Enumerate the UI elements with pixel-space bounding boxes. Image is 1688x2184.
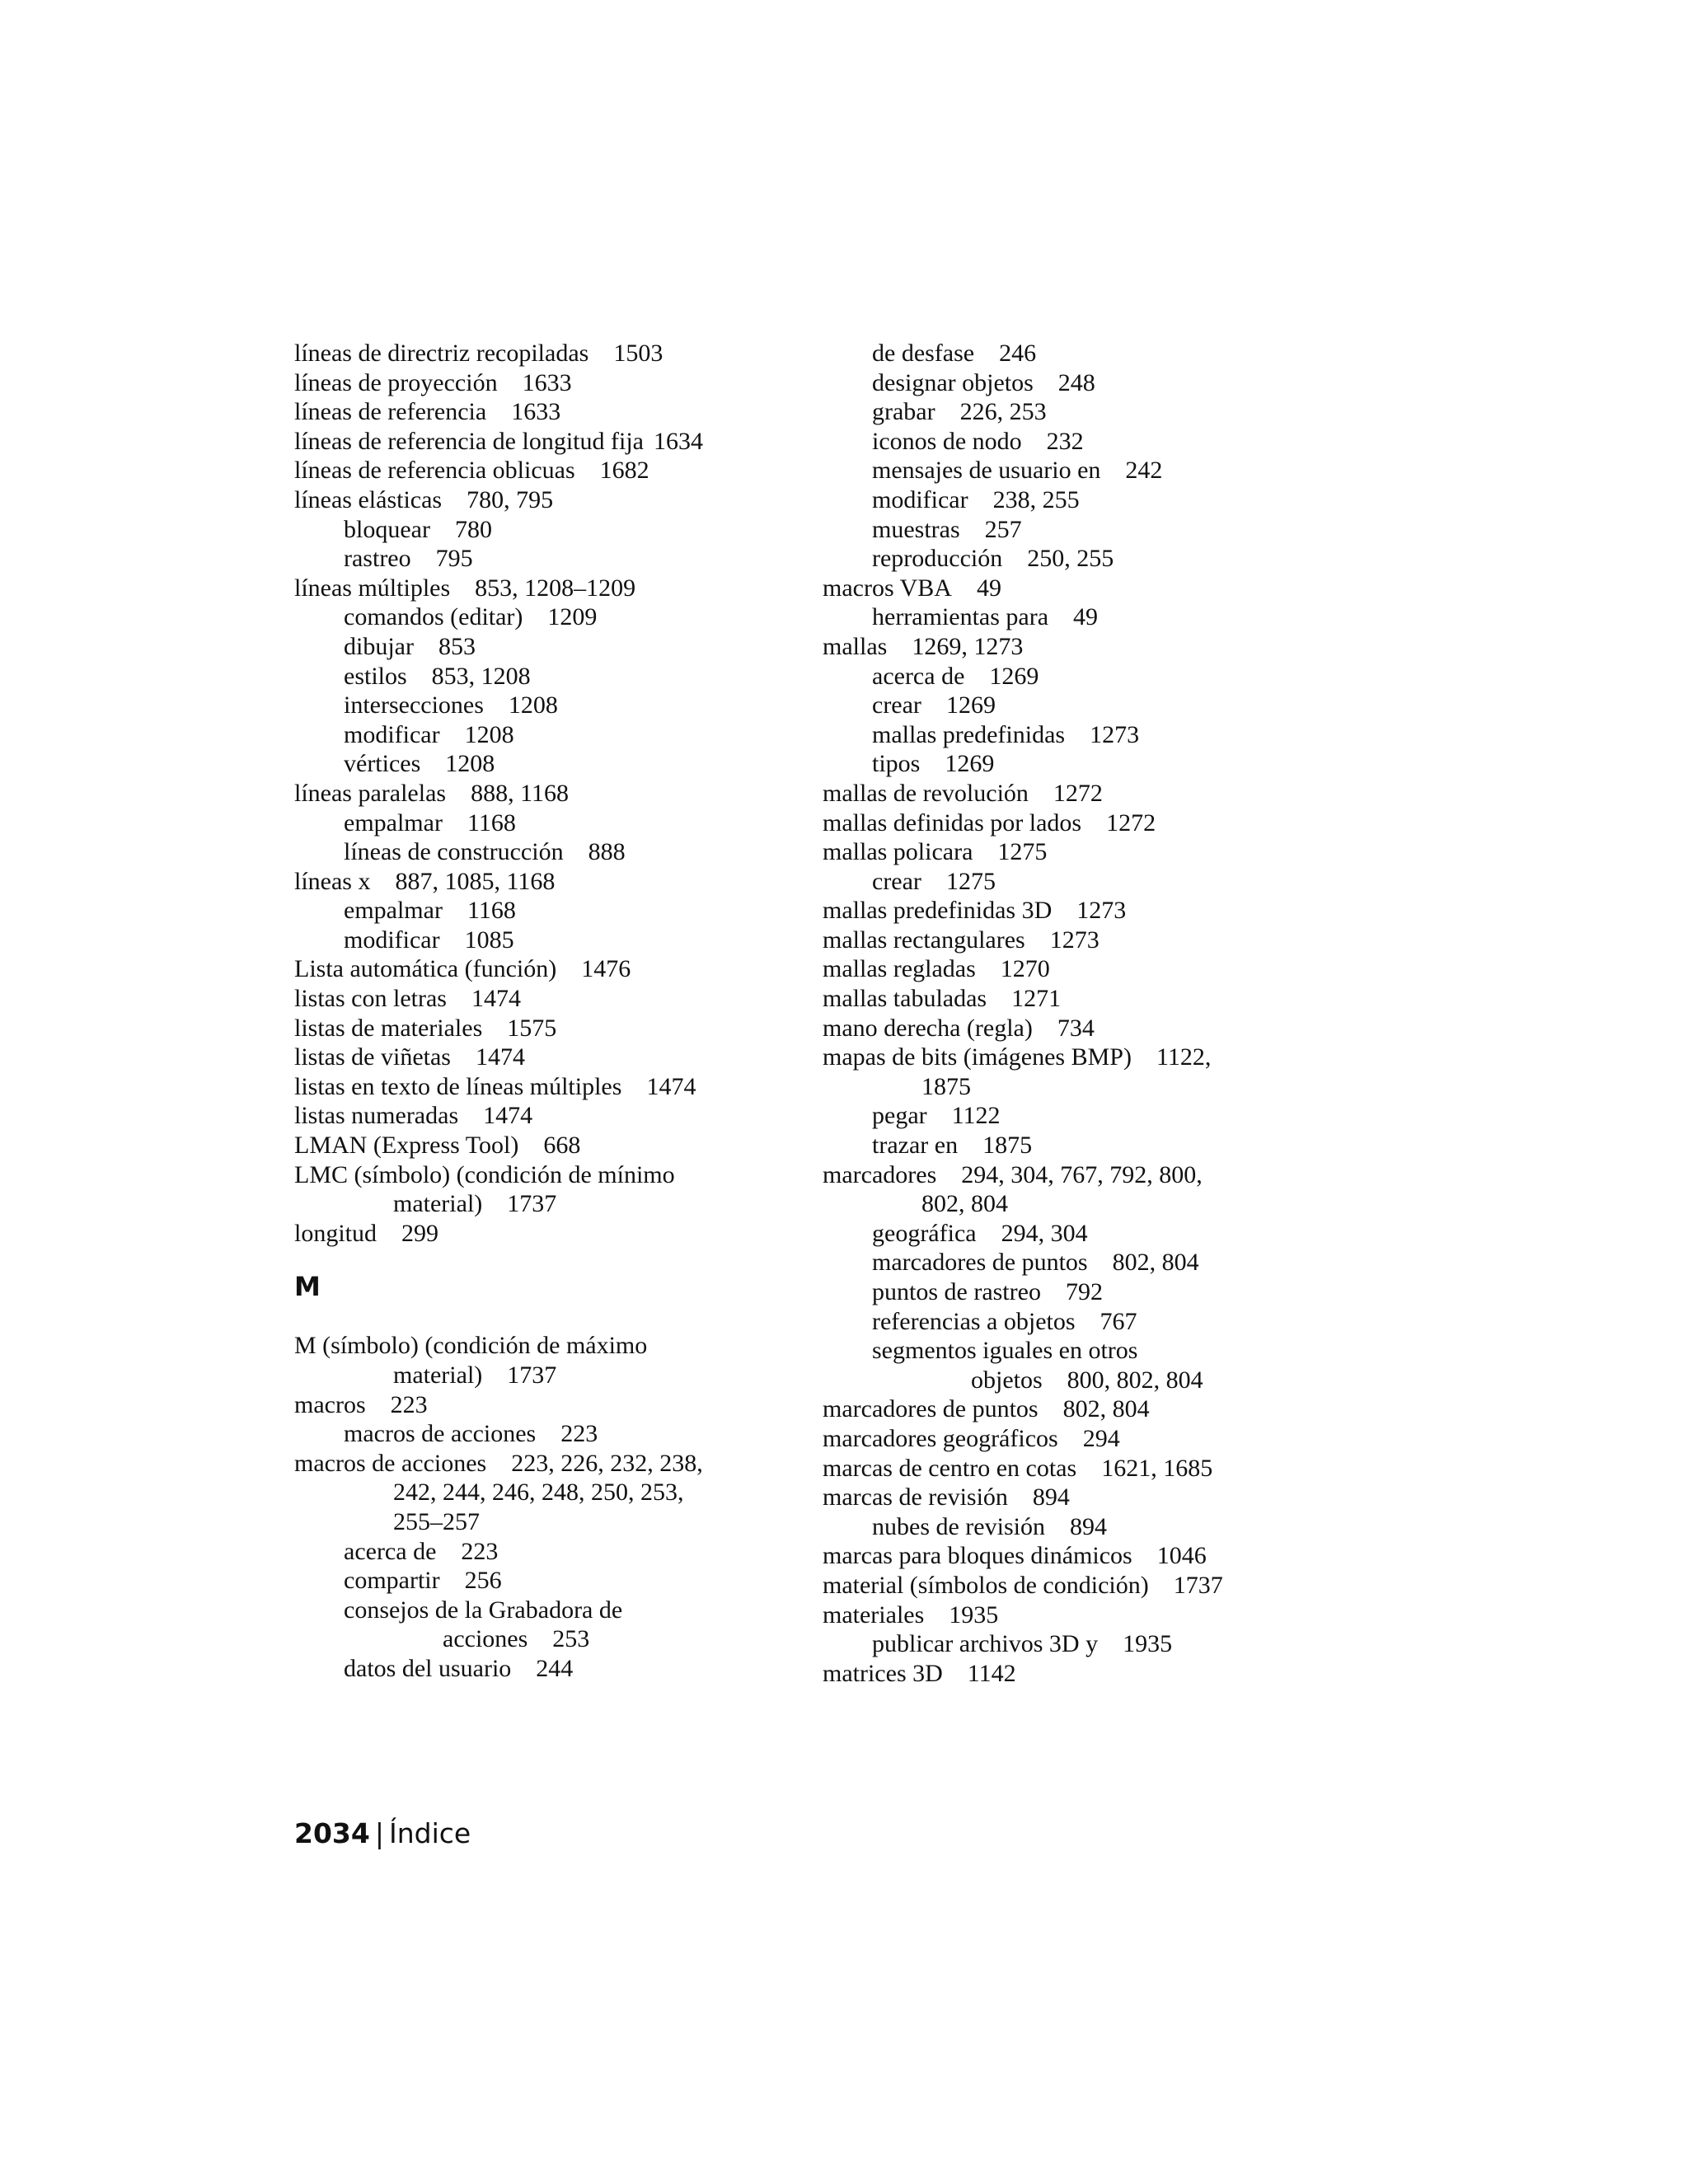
index-entry <box>823 1394 1350 1424</box>
index-term: dibujar <box>344 632 414 660</box>
index-term: líneas de directriz recopiladas <box>294 340 589 367</box>
index-page-refs: 1273 <box>1076 897 1127 925</box>
index-term: mallas <box>823 632 888 660</box>
index-page-refs: 1634 <box>653 427 703 455</box>
index-entry <box>823 837 1350 867</box>
index-page-refs: 780 <box>454 515 492 543</box>
index-page-refs: 1474 <box>483 1102 533 1130</box>
index-term: tipos <box>872 750 921 778</box>
index-entry <box>294 485 805 515</box>
index-term: referencias a objetos <box>872 1307 1076 1335</box>
index-page-refs: 853, 1208–1209 <box>475 574 636 602</box>
index-term: marcas de revisión <box>823 1483 1008 1511</box>
index-entry <box>823 1014 1350 1043</box>
index-entry <box>294 984 805 1014</box>
index-term: macros <box>294 1390 366 1418</box>
index-term: trazar en <box>872 1132 959 1160</box>
index-page-refs: 802, 804 <box>1112 1249 1199 1277</box>
index-page-refs: 1269 <box>989 662 1039 690</box>
index-term: iconos de nodo <box>872 427 1022 455</box>
index-term: herramientas para <box>872 603 1049 631</box>
index-entry <box>823 1189 1350 1219</box>
index-term: marcadores geográficos <box>823 1424 1058 1452</box>
index-term: grabar <box>872 398 935 426</box>
index-page-refs: 1273 <box>1049 926 1100 954</box>
index-term: líneas de referencia de longitud fija <box>294 427 644 455</box>
index-entry <box>294 1566 805 1596</box>
index-entry <box>823 339 1350 368</box>
index-entry <box>823 662 1350 691</box>
index-page-refs: 49 <box>1073 603 1099 631</box>
index-page-refs: 246 <box>999 340 1037 367</box>
index-term: mallas rectangulares <box>823 926 1025 954</box>
index-page-refs: 1271 <box>1011 985 1062 1013</box>
index-term: marcadores de puntos <box>823 1395 1039 1423</box>
index-term: empalmar <box>344 897 443 925</box>
index-term: material) <box>393 1361 483 1389</box>
index-page-refs: 1273 <box>1090 720 1140 748</box>
index-term: material) <box>393 1190 483 1218</box>
index-page-refs: 1935 <box>1123 1630 1173 1658</box>
index-page-refs: 1737 <box>1173 1571 1223 1599</box>
index-entry <box>823 1277 1350 1307</box>
index-term: materiales <box>823 1601 925 1629</box>
index-page-refs: 1875 <box>982 1132 1033 1160</box>
index-term: rastreo <box>344 545 411 573</box>
index-entry <box>294 368 805 398</box>
index-term: puntos de rastreo <box>872 1278 1041 1305</box>
index-page-refs: 767 <box>1100 1307 1137 1335</box>
index-page-refs: 1275 <box>945 867 996 895</box>
index-page-refs: 1168 <box>467 897 516 925</box>
index-page-refs: 1633 <box>522 368 572 396</box>
index-page-refs: 1474 <box>475 1043 525 1071</box>
index-entry <box>294 1189 805 1219</box>
index-entry <box>294 720 805 750</box>
index-entry <box>823 691 1350 720</box>
index-term: líneas elásticas <box>294 485 443 513</box>
index-term: líneas de referencia <box>294 398 487 426</box>
index-entry <box>294 1072 805 1102</box>
index-page-refs: 244 <box>536 1654 574 1682</box>
index-entry <box>294 1043 805 1072</box>
index-entry <box>294 867 805 897</box>
index-page-refs: 1209 <box>547 603 598 631</box>
index-entry <box>294 691 805 720</box>
index-term: intersecciones <box>344 691 484 719</box>
index-term: longitud <box>294 1219 377 1247</box>
index-entry <box>823 1248 1350 1277</box>
index-block-l <box>294 339 805 1248</box>
index-term: mensajes de usuario en <box>872 457 1101 485</box>
index-block-m <box>294 1331 805 1683</box>
index-entry <box>823 602 1350 632</box>
index-entry <box>823 1571 1350 1601</box>
index-entry <box>823 456 1350 485</box>
index-term: acciones <box>443 1625 528 1653</box>
index-page-refs: 1168 <box>467 808 516 837</box>
index-page-refs: 256 <box>464 1567 502 1595</box>
index-term: Lista automática (función) <box>294 955 557 983</box>
index-page-refs: 1272 <box>1053 779 1103 807</box>
index-entry <box>294 662 805 691</box>
index-entry <box>294 574 805 603</box>
index-entry <box>823 1307 1350 1337</box>
footer-separator: | <box>374 1817 384 1849</box>
index-entry <box>294 749 805 779</box>
index-entry <box>294 1331 805 1361</box>
index-term: geográfica <box>872 1219 977 1247</box>
index-term: mallas predefinidas <box>872 720 1066 748</box>
index-page-refs: 887, 1085, 1168 <box>395 867 556 895</box>
index-entry <box>294 1624 805 1654</box>
index-term: listas en texto de líneas múltiples <box>294 1072 622 1100</box>
index-page-refs: 255–257 <box>393 1507 480 1535</box>
index-page-refs: 853 <box>438 632 476 660</box>
section-letter-m: M <box>294 1271 321 1303</box>
index-entry <box>823 867 1350 897</box>
index-term: LMAN (Express Tool) <box>294 1132 519 1160</box>
index-term: bloquear <box>344 515 430 543</box>
index-entry <box>823 1629 1350 1659</box>
index-entry <box>823 1541 1350 1571</box>
index-term: líneas de construcción <box>344 838 564 866</box>
index-term: marcas para bloques dinámicos <box>823 1542 1132 1570</box>
page-footer <box>294 1817 471 1849</box>
index-term: mallas regladas <box>823 955 976 983</box>
index-page-refs: 1270 <box>1000 955 1050 983</box>
index-page-refs: 1737 <box>507 1190 557 1218</box>
index-term: mallas predefinidas 3D <box>823 897 1053 925</box>
index-page-refs: 1621, 1685 <box>1101 1454 1213 1482</box>
index-term: macros de acciones <box>294 1449 487 1477</box>
index-entry <box>294 515 805 545</box>
index-term: acerca de <box>872 662 965 690</box>
index-entry <box>823 515 1350 545</box>
index-page-refs: 802, 804 <box>921 1190 1008 1218</box>
index-entry <box>294 1507 805 1537</box>
index-term: M (símbolo) (condición de máximo <box>294 1332 648 1360</box>
index-term: marcas de centro en cotas <box>823 1454 1077 1482</box>
index-entry <box>823 1424 1350 1454</box>
index-page-refs: 1682 <box>599 457 649 485</box>
index-term: objetos <box>971 1366 1043 1394</box>
index-page-refs: 253 <box>552 1625 590 1653</box>
index-entry <box>294 1160 805 1190</box>
index-page-refs: 1046 <box>1156 1542 1207 1570</box>
index-page-refs: 223, 226, 232, 238, <box>511 1449 703 1477</box>
index-page-refs: 780, 795 <box>467 485 554 513</box>
index-entry <box>294 926 805 955</box>
index-entry <box>823 485 1350 515</box>
index-entry <box>294 1390 805 1420</box>
index-entry <box>294 456 805 485</box>
index-term: macros de acciones <box>344 1420 537 1448</box>
index-page-refs: 223 <box>461 1537 499 1565</box>
index-page-refs: 1269 <box>945 750 995 778</box>
index-entry <box>294 896 805 926</box>
index-entry <box>823 574 1350 603</box>
index-page-refs: 894 <box>1069 1512 1107 1540</box>
index-entry <box>294 544 805 574</box>
index-term: designar objetos <box>872 368 1034 396</box>
index-page-refs: 223 <box>560 1420 598 1448</box>
index-entry <box>294 1361 805 1390</box>
index-entry <box>823 1043 1350 1072</box>
footer-section-title: Índice <box>388 1817 471 1849</box>
index-page-refs: 238, 255 <box>992 485 1080 513</box>
index-term: segmentos iguales en otros <box>872 1337 1138 1365</box>
index-page-refs: 802, 804 <box>1062 1395 1150 1423</box>
index-page-refs: 1474 <box>471 985 521 1013</box>
index-page-refs: 250, 255 <box>1027 545 1114 573</box>
index-page-refs: 248 <box>1057 368 1095 396</box>
index-entry <box>823 896 1350 926</box>
index-entry <box>823 749 1350 779</box>
index-entry <box>823 779 1350 808</box>
index-term: crear <box>872 691 921 719</box>
index-term: nubes de revisión <box>872 1512 1045 1540</box>
index-page-refs: 223 <box>390 1390 428 1418</box>
index-entry <box>823 1512 1350 1542</box>
index-entry <box>294 602 805 632</box>
index-term: publicar archivos 3D y <box>872 1630 1099 1658</box>
index-term: material (símbolos de condición) <box>823 1571 1149 1599</box>
index-entry <box>294 1596 805 1625</box>
index-page-refs: 1272 <box>1106 808 1156 837</box>
index-page-refs: 1474 <box>646 1072 696 1100</box>
index-term: modificar <box>344 720 440 748</box>
index-page-refs: 242, 244, 246, 248, 250, 253, <box>393 1479 684 1507</box>
index-term: listas con letras <box>294 985 447 1013</box>
index-entry <box>823 632 1350 662</box>
index-entry <box>823 427 1350 457</box>
index-page-refs: 800, 802, 804 <box>1067 1366 1203 1394</box>
index-page-refs: 795 <box>435 545 473 573</box>
index-term: marcadores de puntos <box>872 1249 1088 1277</box>
index-page-refs: 888 <box>588 838 626 866</box>
index-page-refs: 257 <box>984 515 1022 543</box>
index-entry <box>823 720 1350 750</box>
index-entry <box>823 1601 1350 1630</box>
index-page-refs: 1476 <box>581 955 631 983</box>
index-term: datos del usuario <box>344 1654 512 1682</box>
index-term: reproducción <box>872 545 1003 573</box>
index-page-refs: 1085 <box>464 926 514 954</box>
index-entry <box>823 1219 1350 1249</box>
index-term: matrices 3D <box>823 1659 943 1687</box>
index-page-refs: 792 <box>1065 1278 1103 1305</box>
index-term: empalmar <box>344 808 443 837</box>
index-page-refs: 1633 <box>511 398 561 426</box>
index-page-refs: 1122, <box>1156 1043 1212 1071</box>
index-term: líneas de referencia oblicuas <box>294 457 575 485</box>
index-page-refs: 894 <box>1032 1483 1070 1511</box>
right-index-column <box>823 339 1350 1688</box>
index-page-refs: 668 <box>543 1132 581 1160</box>
index-page-refs: 1208 <box>508 691 558 719</box>
index-entry <box>294 632 805 662</box>
index-term: mano derecha (regla) <box>823 1014 1033 1042</box>
index-entry <box>823 1336 1350 1366</box>
index-page-refs: 1737 <box>507 1361 557 1389</box>
index-term: crear <box>872 867 921 895</box>
index-term: listas de viñetas <box>294 1043 451 1071</box>
index-term: listas numeradas <box>294 1102 459 1130</box>
index-term: consejos de la Grabadora de <box>344 1596 623 1624</box>
index-term: mallas definidas por lados <box>823 808 1082 837</box>
index-entry <box>823 1483 1350 1512</box>
index-term: macros VBA <box>823 574 952 602</box>
index-page-refs: 734 <box>1057 1014 1095 1042</box>
index-entry <box>823 1659 1350 1689</box>
index-term: mallas tabuladas <box>823 985 987 1013</box>
index-page-refs: 1503 <box>613 340 663 367</box>
index-term: compartir <box>344 1567 440 1595</box>
index-term: modificar <box>344 926 440 954</box>
index-entry <box>823 1366 1350 1395</box>
index-entry <box>294 1014 805 1043</box>
index-entry <box>823 1101 1350 1131</box>
index-entry <box>294 397 805 427</box>
section-spacer <box>294 1316 805 1331</box>
index-term: mapas de bits (imágenes BMP) <box>823 1043 1132 1071</box>
index-entry <box>294 427 805 457</box>
index-term: líneas múltiples <box>294 574 451 602</box>
index-entry <box>823 1131 1350 1160</box>
index-entry <box>294 1449 805 1479</box>
index-entry <box>294 1101 805 1131</box>
page-number: 2034 <box>294 1817 370 1849</box>
index-page-refs: 1269, 1273 <box>912 632 1024 660</box>
index-page-refs: 226, 253 <box>959 398 1047 426</box>
index-entry <box>294 1131 805 1160</box>
index-term: muestras <box>872 515 960 543</box>
index-term: LMC (símbolo) (condición de mínimo <box>294 1160 675 1188</box>
index-page-refs: 888, 1168 <box>471 779 569 807</box>
index-entry <box>294 1478 805 1507</box>
index-entry <box>823 1072 1350 1102</box>
index-entry <box>823 1454 1350 1483</box>
index-page-refs: 1875 <box>921 1072 971 1100</box>
index-term: modificar <box>872 485 968 513</box>
index-page-refs: 853, 1208 <box>431 662 531 690</box>
index-page-refs: 1269 <box>945 691 996 719</box>
left-index-column <box>294 339 805 1684</box>
index-page-refs: 242 <box>1125 457 1163 485</box>
index-entry <box>294 1654 805 1684</box>
index-term: estilos <box>344 662 407 690</box>
index-term: comandos (editar) <box>344 603 523 631</box>
index-page-refs: 294, 304 <box>1001 1219 1088 1247</box>
index-term: mallas policara <box>823 838 973 866</box>
index-term: pegar <box>872 1102 927 1130</box>
index-term: listas de materiales <box>294 1014 483 1042</box>
index-term: vértices <box>344 750 421 778</box>
index-entry <box>823 368 1350 398</box>
index-page-refs: 1122 <box>951 1102 1001 1130</box>
index-entry <box>823 1160 1350 1190</box>
index-page-refs: 299 <box>401 1219 439 1247</box>
index-term: mallas de revolución <box>823 779 1029 807</box>
index-entry <box>294 837 805 867</box>
index-page-refs: 294 <box>1082 1424 1120 1452</box>
index-page-refs: 1142 <box>967 1659 1016 1687</box>
index-page-refs: 1208 <box>445 750 495 778</box>
index-term: marcadores <box>823 1160 937 1188</box>
index-entry <box>823 544 1350 574</box>
index-entry <box>294 1537 805 1567</box>
index-entry <box>294 339 805 368</box>
index-term: de desfase <box>872 340 975 367</box>
index-page-refs: 49 <box>976 574 1001 602</box>
index-page-refs: 294, 304, 767, 792, 800, <box>961 1160 1203 1188</box>
index-page-refs: 1935 <box>949 1601 999 1629</box>
index-term: acerca de <box>344 1537 437 1565</box>
index-entry <box>823 984 1350 1014</box>
index-entry <box>823 926 1350 955</box>
index-entry <box>294 1219 805 1249</box>
index-page-refs: 1208 <box>464 720 514 748</box>
index-term: líneas de proyección <box>294 368 498 396</box>
index-entry <box>294 779 805 808</box>
index-page-refs: 1275 <box>997 838 1048 866</box>
index-entry <box>823 954 1350 984</box>
index-entry <box>294 1419 805 1449</box>
index-entry <box>823 808 1350 838</box>
index-term: líneas paralelas <box>294 779 447 807</box>
index-page-refs: 1575 <box>507 1014 557 1042</box>
index-entry <box>294 808 805 838</box>
index-term: líneas x <box>294 867 371 895</box>
index-entry <box>294 954 805 984</box>
index-page-refs: 232 <box>1046 427 1084 455</box>
index-entry <box>823 397 1350 427</box>
